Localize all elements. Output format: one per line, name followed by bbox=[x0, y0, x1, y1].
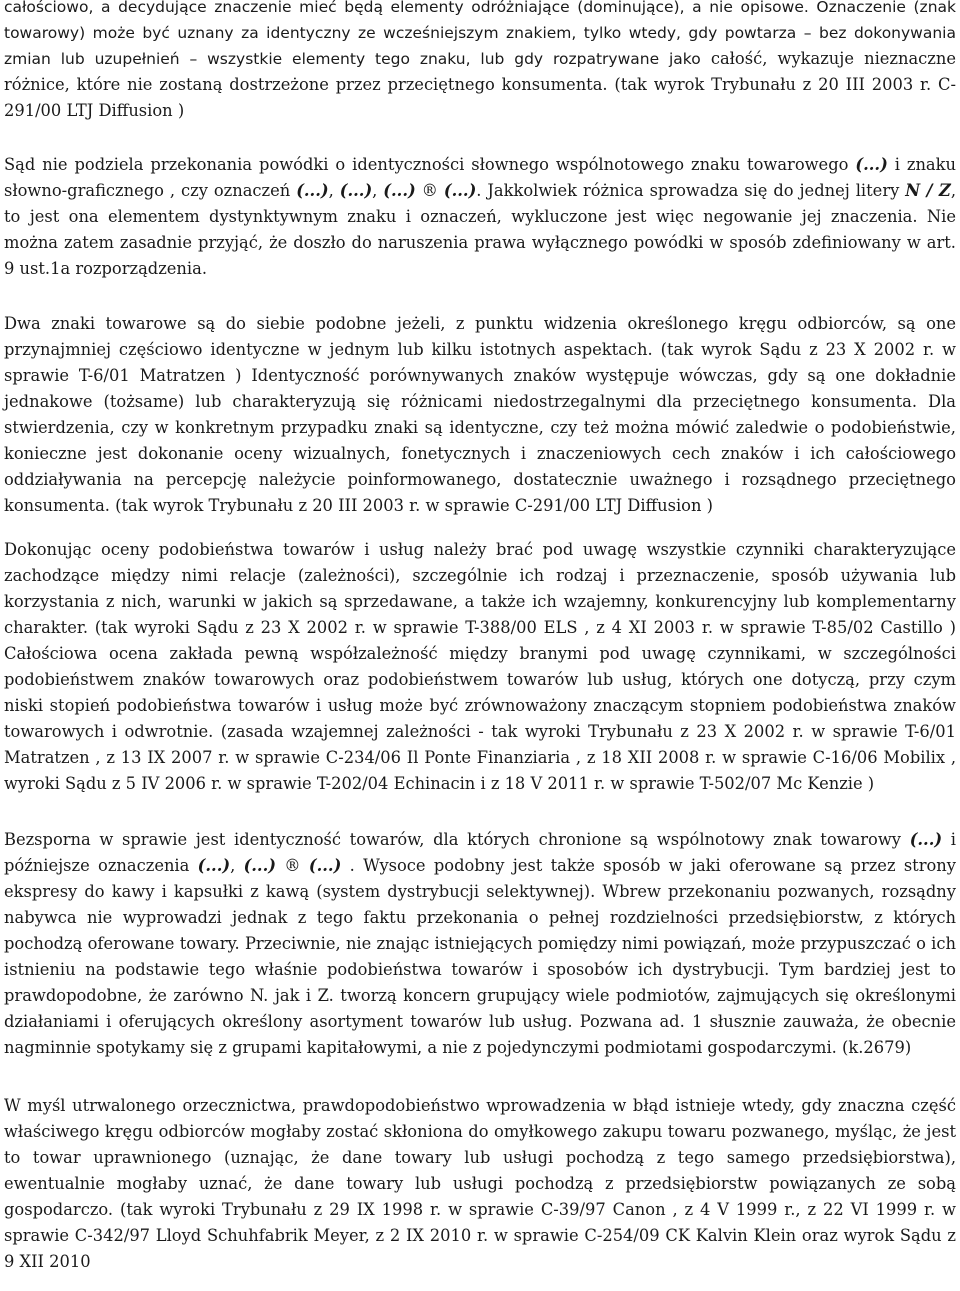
paragraph-identity-criteria bbox=[4, 0, 956, 124]
paragraph-identity-of-goods bbox=[4, 827, 956, 1061]
paragraph-text: , to jest ona elementem dystynktywnym znaku i oznaczeń, wykluczone jest więc negowanie jej znaczenia. Nie można zatem zasadnie przyjąć, że doszło do naruszenia prawa wyłącznego powódki w sposób zdefiniowany w art. 9 ust.1a rozporządzenia. bbox=[4, 181, 956, 278]
redacted-mark: (...) bbox=[443, 181, 477, 200]
redacted-mark: (...) bbox=[243, 856, 276, 875]
paragraph-text: Sąd nie podziela przekonania powódki o identyczności słownego wspólnotowego znaku towarowego bbox=[4, 155, 856, 174]
paragraph-court-opinion bbox=[4, 152, 956, 282]
redacted-mark: (...) bbox=[383, 181, 416, 200]
paragraph-text: . Jakkolwiek różnica sprowadza się do jednej litery bbox=[476, 181, 906, 200]
separator-text: , bbox=[328, 181, 340, 200]
document-page bbox=[4, 0, 956, 1275]
redacted-mark: (...) bbox=[197, 856, 231, 875]
redacted-mark: (...) bbox=[296, 181, 329, 200]
paragraph-text: i znaku słowno-graficznego , czy oznaczeń bbox=[4, 155, 956, 200]
redacted-mark: (...) bbox=[308, 856, 342, 875]
separator-text: , bbox=[230, 856, 244, 875]
letters-emphasis: N / Z bbox=[905, 181, 951, 200]
paragraph-text: . Wysoce podobny jest także sposób w jaki oferowane są przez strony ekspresy do kawy i kapsułki z kawą (system dystrybucji selektywnej). Wbrew przekonaniu pozwanych, rozsądny nabywca nie wyprowadzi jednak z tego faktu przekonania o pełnej rozdzielności przedsiębiorstw, z których pochodzą oferowane towary. Przeciwnie, nie znając istniejących pomiędzy nimi powiązań, może przypuszczać o ich istnieniu na podstawie tego właśnie podobieństwa towarów i sposobów ich dystrybucji. Tym bardziej jest to prawdopodobne, że zarówno N. jak i Z. tworzą koncern grupujący wiele podmiotów, zajmujących się określonymi działaniami i oferujących określony asortyment towarów lub usług. Pozwana ad. 1 słusznie zauważa, że obecnie nagminnie spotykamy się z grupami kapitałowymi, a nie z pojedynczymi podmiotami gospodarczymi. (k.2679) bbox=[4, 856, 956, 1057]
paragraph-goods-similarity: Dokonując oceny podobieństwa towarów i usług należy brać pod uwagę wszystkie czynniki charakteryzujące zachodzące między nimi relacje (zależności), szczególnie ich rodzaj i przeznaczenie, sposób używania lub korzystania z nich, warunki w jakich są sprzedawane, a także ich wzajemny, konkurencyjny lub komplementarny charakter. (tak wyroki Sądu z 23 X 2002 r. w sprawie T-388/00 ELS , z 4 XI 2003 r. w sprawie T-85/02 Castillo ) Całościowa ocena zakłada pewną współzależność między branymi pod uwagę czynnikami, w szczególności podobieństwem znaków towarowych oraz podobieństwem towarów lub usług, których one dotyczą, przy czym niski stopień podobieństwa towarów i usług może być zrównoważony znaczącym stopniem podobieństwa znaków towarowych i odwrotnie. (zasada wzajemnej zależności - tak wyroki Trybunału z 23 X 2002 r. w sprawie T-6/01 Matratzen , z 13 IX 2007 r. w sprawie C-234/06 Il Ponte Finanziaria , z 18 XII 2008 r. w sprawie C-16/06 Mobilix , wyroki Sądu z 5 IV 2006 r. w sprawie T-202/04 Echinacin i z 18 V 2011 r. w sprawie T-502/07 Mc Kenzie ) bbox=[4, 540, 956, 793]
paragraph-text: i późniejsze oznaczenia bbox=[4, 830, 956, 875]
redacted-mark: (...) bbox=[909, 830, 943, 849]
paragraph-similarity-definition: Dwa znaki towarowe są do siebie podobne jeżeli, z punktu widzenia określonego kręgu odbiorców, są one przynajmniej częściowo identyczne w jednym lub kilku istotnych aspektach. (tak wyrok Sądu z 23 X 2002 r. w sprawie T-6/01 Matratzen ) Identyczność porównywanych znaków występuje wówczas, gdy są one dokładnie jednakowe (tożsame) lub charakteryzują się różnicami niedostrzegalnymi dla przeciętnego konsumenta. Dla stwierdzenia, czy w konkretnym przypadku znaki są identyczne, czy też można mówić zaledwie o podobieństwie, konieczne jest dokonanie oceny wizualnych, fonetycznych i znaczeniowych cech znaków i ich całościowego oddziaływania na percepcję należycie poinformowanego, dostatecznie uważnego i rozsądnego przeciętnego konsumenta. (tak wyrok Trybunału z 20 III 2003 r. w sprawie C-291/00 LTJ Diffusion ) bbox=[4, 314, 956, 515]
separator-text: , bbox=[372, 181, 384, 200]
paragraph-likelihood-of-confusion: W myśl utrwalonego orzecznictwa, prawdopodobieństwo wprowadzenia w błąd istnieje wtedy, gdy znaczna część właściwego kręgu odbiorców mogłaby zostać skłoniona do omyłkowego zakupu towaru pozwanego, myśląc, że jest to towar uprawnionego (uznając, że dane towary lub usługi pochodzą z tego samego przedsiębiorstwa), ewentualnie mogłaby uznać, że dane towary lub usługi pochodzą z przedsiębiorstw powiązanych ze sobą gospodarczo. (tak wyroki Trybunału z 29 IX 1998 r. w sprawie C-39/97 Canon , z 4 V 1999 r., z 22 VI 1999 r. w sprawie C-342/97 Lloyd Schuhfabrik Meyer, z 2 IX 2010 r. w sprawie C-254/09 CK Kalvin Klein oraz wyrok Sądu z 9 XII 2010 bbox=[4, 1096, 956, 1271]
redacted-mark: (...) bbox=[855, 155, 888, 174]
redacted-mark: (...) bbox=[339, 181, 373, 200]
paragraph-text: całość, wykazuje nieznaczne różnice, które nie zostaną dostrzeżone przez przeciętnego konsumenta. (tak wyrok Trybunału z 20 III 2003 r. C-291/00 LTJ Diffusion ) bbox=[4, 49, 956, 120]
registered-symbol: ® bbox=[275, 856, 309, 875]
paragraph-text: Bezsporna w sprawie jest identyczność towarów, dla których chronione są wspólnotowy znak towarowy bbox=[4, 830, 910, 849]
registered-symbol: ® bbox=[415, 181, 444, 200]
paragraph-text-sans: całościowo, a decydujące znaczenie mieć będą elementy odróżniające (dominujące), a nie opisowe. Oznaczenie (znak towarowy) może być uznany za identyczny ze wcześniejszym znakiem, tylko wtedy, gdy powtarza – bez dokonywania zmian lub uzupełnień – wszystkie elementy tego znaku, lub gdy rozpatrywane jako bbox=[4, 0, 956, 68]
